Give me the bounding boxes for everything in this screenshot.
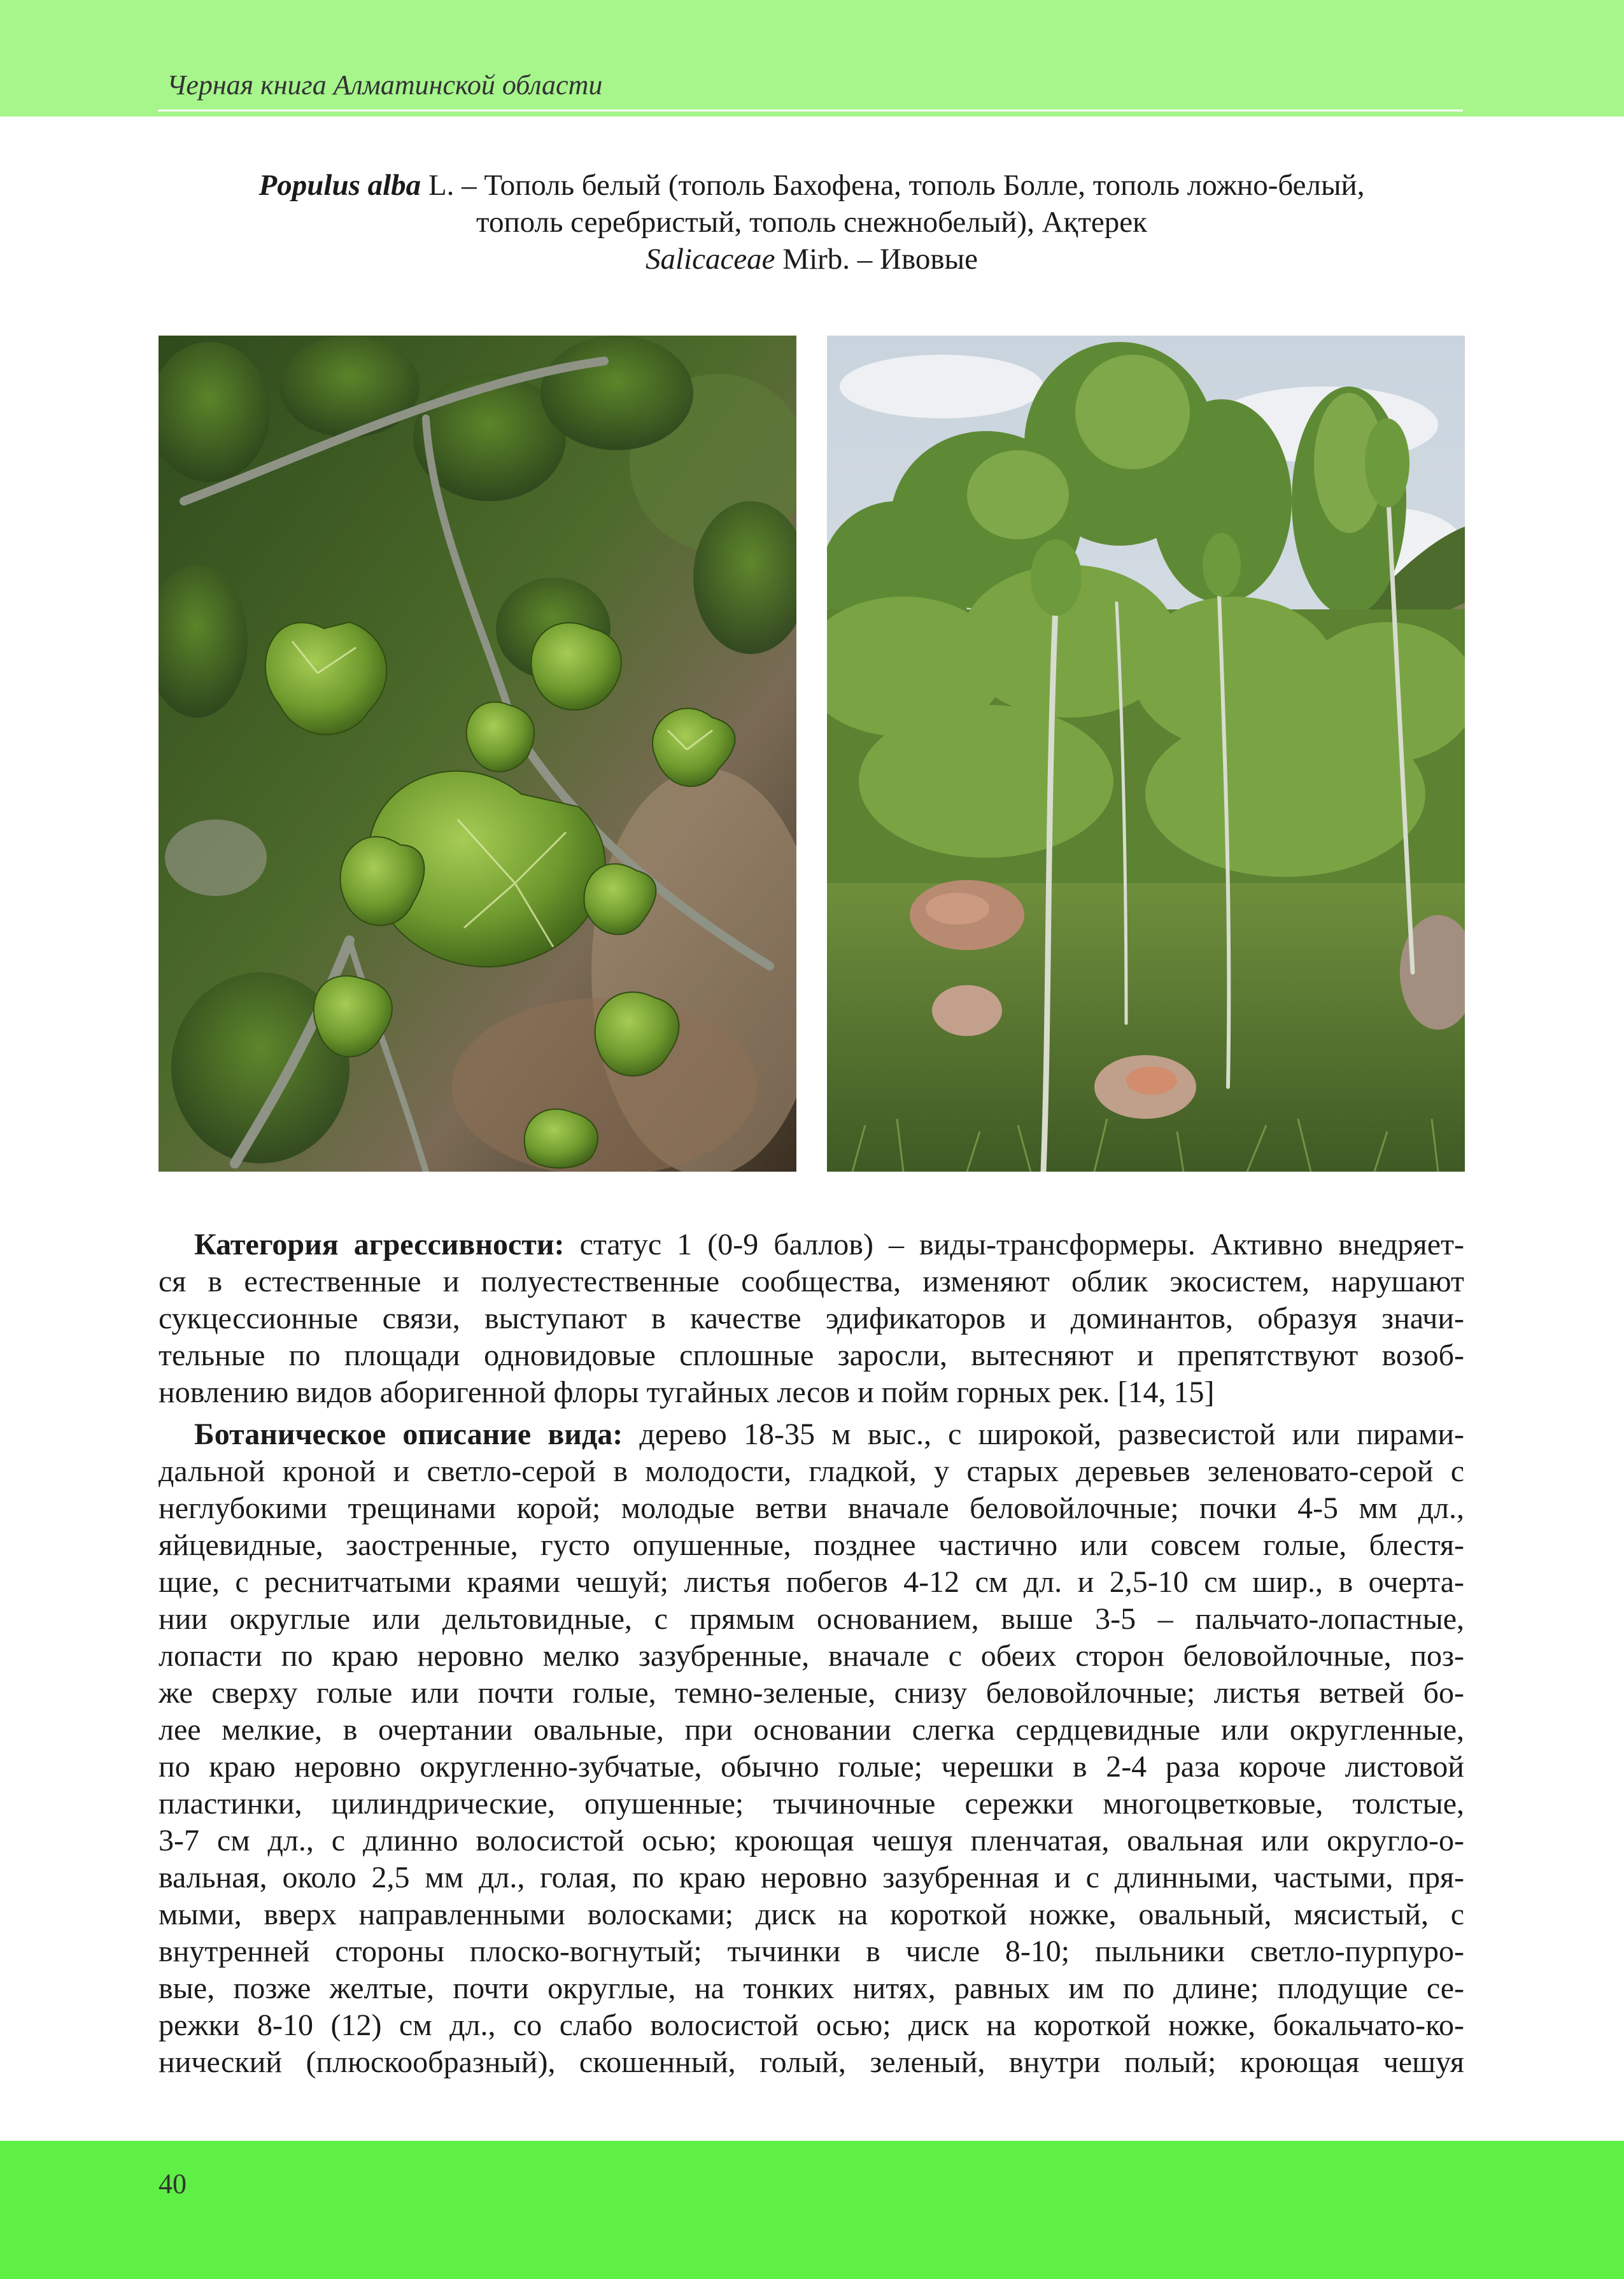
header-rule	[158, 110, 1463, 111]
text-line: щие, с реснитчатыми краями чешуй; листья побегов 4-12 см дл. и 2,5-10 см шир., в очерта-	[159, 1565, 1464, 1599]
text-line: новлению видов аборигенной флоры тугайных лесов и пойм горных рек. [14, 15]	[159, 1375, 1215, 1409]
text-line: по краю неровно округленно-зубчатые, обычно голые; черешки в 2-4 раза короче листовой	[159, 1750, 1464, 1784]
common-names-1: – Тополь белый (тополь Бахофена, тополь Болле, тополь ложно-белый,	[454, 169, 1365, 202]
page-number: 40	[159, 2168, 187, 2199]
author: L.	[428, 169, 455, 202]
text-line: Ботаническое описание вида: дерево 18-35 м выс., с широкой, развесистой или пирами-	[194, 1417, 1464, 1451]
text-line: пластинки, цилиндрические, опушенные; тычиночные сережки многоцветковые, толстые,	[159, 1787, 1464, 1821]
aggressiveness-paragraph	[159, 1226, 1464, 1411]
body-text	[159, 1226, 1464, 2081]
text-line: сукцессионные связи, выступают в качестве эдификаторов и доминантов, образуя значи-	[159, 1302, 1464, 1335]
common-names-2: тополь серебристый, тополь снежнобелый), Ақтерек	[476, 206, 1147, 239]
text-line: яйцевидные, заостренные, густо опушенные, позднее частично или совсем голые, блестя-	[159, 1528, 1464, 1562]
text-line: Категория агрессивности: статус 1 (0-9 баллов) – виды-трансформеры. Активно внедряет-	[194, 1228, 1465, 1261]
description-label: Ботаническое описание вида:	[194, 1417, 623, 1451]
text-line: 3-7 см дл., с длинно волосистой осью; кроющая чешуя пленчатая, овальная или округло-о-	[159, 1824, 1464, 1857]
text-line: режки 8-10 (12) см дл., со слабо волосистой осью; диск на короткой ножке, бокальчато-ко-	[159, 2008, 1464, 2042]
text-line: же сверху голые или почти голые, темно-зеленые, снизу беловойлочные; листья ветвей бо-	[159, 1676, 1464, 1710]
text-line: лее мелкие, в очертании овальные, при основании слегка сердцевидные или округленные,	[159, 1713, 1464, 1747]
text-line: дальной кроной и светло-серой в молодости, гладкой, у старых деревьев зеленовато-серой с	[159, 1454, 1464, 1488]
family-common: – Ивовые	[850, 243, 978, 276]
leaves-closeup-photo	[159, 336, 796, 1172]
aggressiveness-label: Категория агрессивности:	[194, 1228, 565, 1261]
family-author: Mirb.	[782, 243, 851, 276]
grove-on-slope-photo	[827, 336, 1465, 1172]
text-line: нии округлые или дельтовидные, с прямым основанием, выше 3-5 – пальчато-лопастные,	[159, 1602, 1464, 1636]
text-line: внутренней стороны плоско-вогнутый; тычинки в числе 8-10; пыльники светло-пурпуро-	[159, 1935, 1464, 1968]
text-line: ся в естественные и полуестественные сообщества, изменяют облик экосистем, нарушают	[159, 1265, 1464, 1298]
latin-name: Populus alba	[258, 169, 421, 202]
text-line: вальная, около 2,5 мм дл., голая, по краю неровно зазубренная и с длинными, частыми, пря-	[159, 1861, 1464, 1894]
running-title: Черная книга Алматинской области	[167, 69, 603, 101]
text-line: неглубокими трещинами корой; молодые ветви вначале беловойлочные; почки 4-5 мм дл.,	[159, 1491, 1464, 1525]
text-line: вые, позже желтые, почти округлые, на тонких нитях, равных им по длине; плодущие се-	[159, 1971, 1464, 2005]
family-line	[159, 241, 1464, 278]
species-heading	[159, 167, 1464, 278]
family-latin: Salicaceae	[645, 243, 775, 276]
footer-band	[0, 2141, 1624, 2279]
text-line: нический (плюскообразный), скошенный, голый, зеленый, внутри полый; кроющая чешуя	[159, 2045, 1464, 2079]
text-line: мыми, вверх направленными волосками; диск на короткой ножке, овальный, мясистый, с	[159, 1898, 1464, 1931]
text-line: тельные по площади одновидовые сплошные заросли, вытесняют и препятствуют возоб-	[159, 1338, 1464, 1372]
description-paragraph	[159, 1416, 1464, 2081]
species-title-line-1	[159, 167, 1464, 204]
text-line: лопасти по краю неровно мелко зазубренные, вначале с обеих сторон беловойлочные, поз-	[159, 1639, 1464, 1673]
